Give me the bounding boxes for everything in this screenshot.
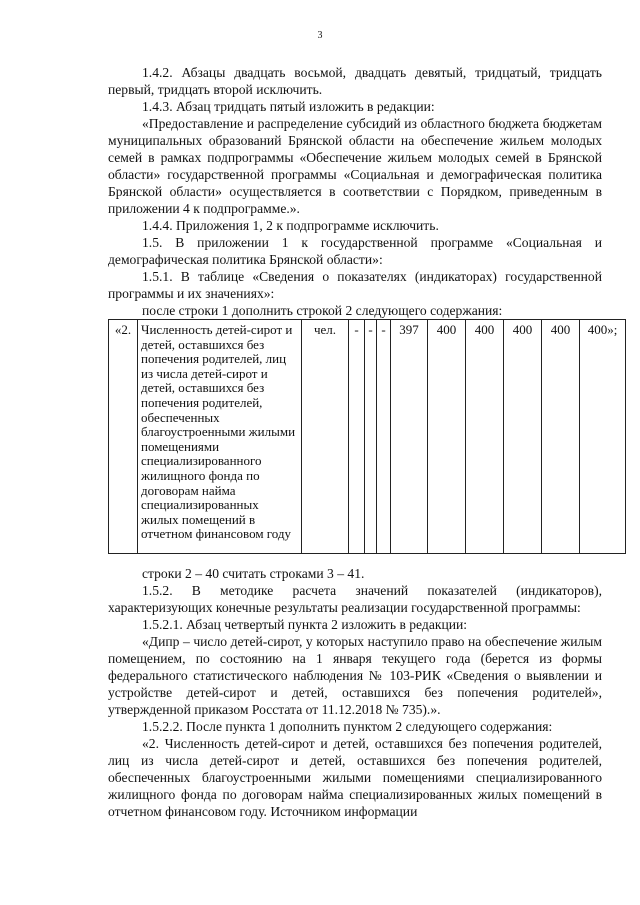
value-cell: 400 <box>542 320 580 554</box>
indicator-table <box>108 319 626 554</box>
value-cell: 397 <box>391 320 428 554</box>
paragraph: 1.5.1. В таблице «Сведения о показателях (индикаторах) государственной программы и их значениях»: <box>108 269 602 301</box>
indicator-description: Численность детей-сирот и детей, оставшихся без попечения родителей, лиц из числа детей-сирот и детей, оставшихся без попечения родителей, обеспеченных благоустроенными жилыми помещениями специализированного жилищного фонда по договорам найма специализированных жилых помещений в отчетном финансовом году <box>138 320 302 554</box>
text-block-top <box>108 64 602 319</box>
value-cell: 400»; <box>580 320 626 554</box>
row-number: «2. <box>109 320 138 554</box>
paragraph: «Дипр – число детей-сирот, у которых наступило право на обеспечение жилым помещением, по состоянию на 1 января текущего года (берется из формы федерального статистического наблюдения № 103-РИК «Сведения о выявлении и устройстве детей-сирот и детей, оставшихся без попечения родителей», утвержденной приказом Росстата от 11.12.2018 № 735).». <box>108 634 602 717</box>
paragraph: строки 2 – 40 считать строками 3 – 41. <box>142 566 365 581</box>
table-row <box>109 320 626 554</box>
value-cell: 400 <box>428 320 466 554</box>
paragraph: 1.5.2. В методике расчета значений показателей (индикаторов), характеризующих конечные результаты реализации государственной программы: <box>108 583 602 615</box>
paragraph: 1.4.2. Абзацы двадцать восьмой, двадцать девятый, тридцатый, тридцать первый, тридцать второй исключить. <box>108 65 602 97</box>
value-cell: 400 <box>466 320 504 554</box>
unit-cell: чел. <box>302 320 349 554</box>
paragraph: 1.4.4. Приложения 1, 2 к подпрограмме исключить. <box>142 218 439 233</box>
value-cell: - <box>349 320 365 554</box>
page-number: 3 <box>317 30 323 41</box>
paragraph: «2. Численность детей-сирот и детей, оставшихся без попечения родителей, лиц из числа детей-сирот и детей, оставшихся без попечения родителей, обеспеченных благоустроенными жилыми помещениями специализированного жилищного фонда по договорам найма специализированных жилых помещений в отчетном финансовом году. Источником информации <box>108 736 602 819</box>
value-cell: - <box>365 320 377 554</box>
paragraph: 1.4.3. Абзац тридцать пятый изложить в редакции: <box>142 99 435 114</box>
paragraph: «Предоставление и распределение субсидий из областного бюджета бюджетам муниципальных образований Брянской области на обеспечение жильем молодых семей в рамках подпрограммы «Обеспечение жильем молодых семей в Брянской области» государственной программы «Социальная и демографическая политика Брянской области» осуществляется в соответствии с Порядком, приведенным в приложении 4 к подпрограмме.». <box>108 116 602 216</box>
value-cell: - <box>377 320 391 554</box>
text-block-bottom <box>108 565 602 820</box>
paragraph: 1.5.2.2. После пункта 1 дополнить пунктом 2 следующего содержания: <box>142 719 553 734</box>
paragraph: 1.5. В приложении 1 к государственной программе «Социальная и демографическая политика Брянской области»: <box>108 235 602 267</box>
paragraph: 1.5.2.1. Абзац четвертый пункта 2 изложить в редакции: <box>142 617 468 632</box>
paragraph: после строки 1 дополнить строкой 2 следующего содержания: <box>142 303 503 318</box>
value-cell: 400 <box>504 320 542 554</box>
